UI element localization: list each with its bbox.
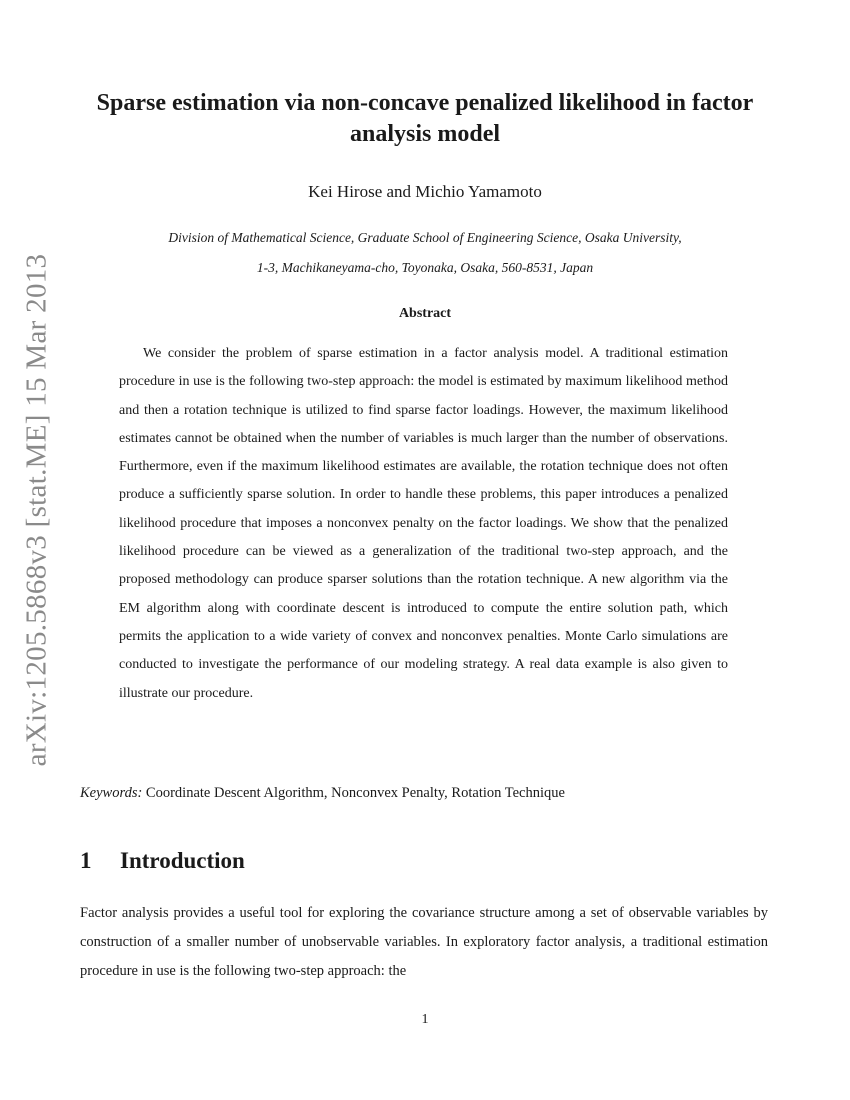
section-heading xyxy=(80,848,245,874)
arxiv-stamp-text: arXiv:1205.5868v3 [stat.ME] 15 Mar 2013 xyxy=(20,253,53,767)
affiliation-line-2: 1-3, Machikaneyama-cho, Toyonaka, Osaka, 560-8531, Japan xyxy=(256,260,594,275)
abstract-text: We consider the problem of sparse estimation in a factor analysis model. A traditional estimation procedure in use is the following two-step approach: the model is estimated by maximum likelihood method and then a rotation technique is utilized to find sparse factor loadings. However, the maximum likelihood estimates cannot be obtained when the number of variables is much larger than the number of observations. Furthermore, even if the maximum likelihood estimates are available, the rotation technique does not often produce a sufficiently sparse solution. In order to handle these problems, this paper introduces a penalized likelihood procedure that imposes a nonconvex penalty on the factor loadings. We show that the penalized likelihood procedure can be viewed as a generalization of the traditional two-step approach, and the proposed methodology can produce sparser solutions than the rotation technique. A new algorithm via the EM algorithm along with coordinate descent is introduced to compute the entire solution path, which permits the application to a wide variety of convex and nonconvex penalties. Monte Carlo simulations are conducted to investigate the performance of our modeling strategy. A real data example is also given to illustrate our procedure. xyxy=(119,346,728,701)
keywords-label: Keywords: xyxy=(80,785,143,801)
intro-paragraph: Factor analysis provides a useful tool for exploring the covariance structure among a set of observable variables by construction of a smaller number of unobservable variables. In exploratory factor analysis, a traditional estimation procedure in use is the following two-step approach: the xyxy=(80,905,768,979)
section-number: 1 xyxy=(80,848,92,873)
keywords-list: Coordinate Descent Algorithm, Nonconvex Penalty, Rotation Technique xyxy=(145,785,565,801)
section-title: Introduction xyxy=(120,848,245,873)
paper-authors: Kei Hirose and Michio Yamamoto xyxy=(308,182,542,201)
paper-title: Sparse estimation via non-concave penalized likelihood in factor analysis model xyxy=(96,90,754,147)
abstract-heading: Abstract xyxy=(398,306,452,321)
page-number: 1 xyxy=(421,1012,429,1027)
affiliation-line-1: Division of Mathematical Science, Graduate School of Engineering Science, Osaka University, xyxy=(168,230,682,245)
keywords xyxy=(80,785,780,802)
